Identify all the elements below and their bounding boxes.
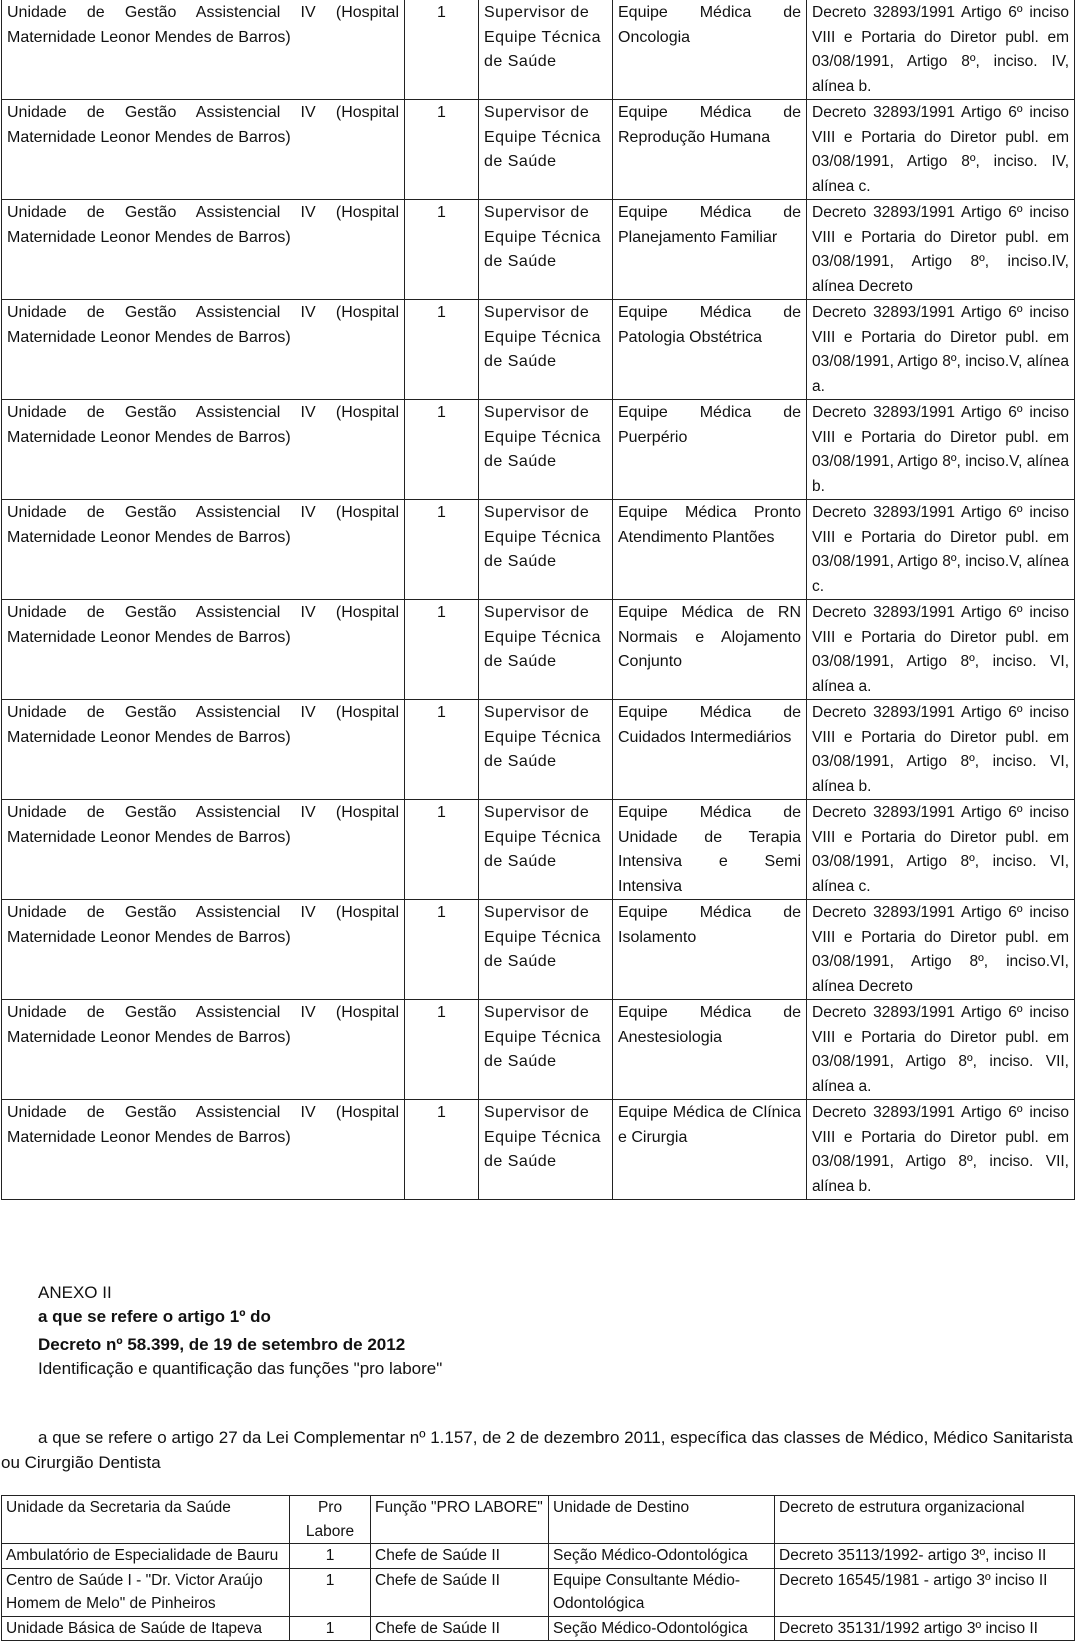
table-row <box>2 400 1075 500</box>
team-cell: Equipe Médica de Isolamento <box>613 900 807 1000</box>
table-cell: Ambulatório de Especialidade de Bauru <box>2 1544 290 1569</box>
team-cell: Equipe Médica de Unidade de Terapia Intensiva e Semi Intensiva <box>613 800 807 900</box>
team-cell: Equipe Médica de Puerpério <box>613 400 807 500</box>
team-cell: Equipe Médica de RN Normais e Alojamento Conjunto <box>613 600 807 700</box>
team-cell: Equipe Médica de Planejamento Familiar <box>613 200 807 300</box>
unit-cell: Unidade de Gestão Assistencial IV (Hospital Maternidade Leonor Mendes de Barros) <box>2 900 405 1000</box>
function-cell: Supervisor de Equipe Técnica de Saúde <box>479 0 613 100</box>
decree-cell: Decreto 32893/1991 Artigo 6º inciso VIII e Portaria do Diretor publ. em 03/08/1991, Artigo 8º, inciso. VII, alínea b. <box>807 1100 1075 1200</box>
annex-reference-line1: a que se refere o artigo 1º do <box>38 1307 271 1326</box>
unit-cell: Unidade de Gestão Assistencial IV (Hospital Maternidade Leonor Mendes de Barros) <box>2 800 405 900</box>
decree-cell: Decreto 32893/1991 Artigo 6º inciso VIII e Portaria do Diretor publ. em 03/08/1991, Artigo 8º, inciso. VI, alínea a. <box>807 600 1075 700</box>
quantity-cell: 1 <box>405 300 479 400</box>
function-cell: Supervisor de Equipe Técnica de Saúde <box>479 700 613 800</box>
decree-cell: Decreto 32893/1991 Artigo 6º inciso VIII e Portaria do Diretor publ. em 03/08/1991, Artigo 8º, inciso.IV, alínea Decreto <box>807 200 1075 300</box>
table-cell: Decreto 16545/1981 - artigo 3º inciso II <box>775 1568 1075 1616</box>
unit-cell: Unidade de Gestão Assistencial IV (Hospital Maternidade Leonor Mendes de Barros) <box>2 200 405 300</box>
decree-cell: Decreto 32893/1991 Artigo 6º inciso VIII e Portaria do Diretor publ. em 03/08/1991, Artigo 8º, inciso. VII, alínea a. <box>807 1000 1075 1100</box>
team-cell: Equipe Médica Pronto Atendimento Plantões <box>613 500 807 600</box>
quantity-cell: 1 <box>405 900 479 1000</box>
table-row <box>2 500 1075 600</box>
table-row <box>2 700 1075 800</box>
function-cell: Supervisor de Equipe Técnica de Saúde <box>479 100 613 200</box>
table-cell: Decreto 35113/1992- artigo 3º, inciso II <box>775 1544 1075 1569</box>
function-cell: Supervisor de Equipe Técnica de Saúde <box>479 300 613 400</box>
table-row <box>2 1616 1075 1641</box>
unit-cell: Unidade de Gestão Assistencial IV (Hospital Maternidade Leonor Mendes de Barros) <box>2 100 405 200</box>
table-cell: Chefe de Saúde II <box>371 1616 549 1641</box>
column-header: Função "PRO LABORE" <box>371 1496 549 1544</box>
function-cell: Supervisor de Equipe Técnica de Saúde <box>479 500 613 600</box>
table-row <box>2 1000 1075 1100</box>
table-cell: Equipe Consultante Médio-Odontológica <box>549 1568 775 1616</box>
team-cell: Equipe Médica de Reprodução Humana <box>613 100 807 200</box>
function-cell: Supervisor de Equipe Técnica de Saúde <box>479 400 613 500</box>
bottom-table-header <box>2 1496 1075 1544</box>
annex-description: a que se refere o artigo 27 da Lei Complementar nº 1.157, de 2 de dezembro 2011, específica das classes de Médico, Médico Sanitarista ou Cirurgião Dentista <box>1 1428 1073 1472</box>
quantity-cell: 1 <box>405 400 479 500</box>
function-cell: Supervisor de Equipe Técnica de Saúde <box>479 800 613 900</box>
function-cell: Supervisor de Equipe Técnica de Saúde <box>479 1000 613 1100</box>
unit-cell: Unidade de Gestão Assistencial IV (Hospital Maternidade Leonor Mendes de Barros) <box>2 1000 405 1100</box>
table-cell: 1 <box>290 1544 371 1569</box>
quantity-cell: 1 <box>405 1000 479 1100</box>
column-header: Unidade da Secretaria da Saúde <box>2 1496 290 1544</box>
unit-cell: Unidade de Gestão Assistencial IV (Hospital Maternidade Leonor Mendes de Barros) <box>2 0 405 100</box>
column-header: Pro Labore <box>290 1496 371 1544</box>
team-cell: Equipe Médica de Oncologia <box>613 0 807 100</box>
column-header: Unidade de Destino <box>549 1496 775 1544</box>
table-row <box>2 300 1075 400</box>
function-cell: Supervisor de Equipe Técnica de Saúde <box>479 600 613 700</box>
quantity-cell: 1 <box>405 200 479 300</box>
team-cell: Equipe Médica de Cuidados Intermediários <box>613 700 807 800</box>
annex-subtitle: Identificação e quantificação das funções "pro labore" <box>38 1359 443 1378</box>
function-cell: Supervisor de Equipe Técnica de Saúde <box>479 200 613 300</box>
decree-cell: Decreto 32893/1991 Artigo 6º inciso VIII e Portaria do Diretor publ. em 03/08/1991, Artigo 8º, inciso. VI, alínea b. <box>807 700 1075 800</box>
table-row <box>2 100 1075 200</box>
quantity-cell: 1 <box>405 800 479 900</box>
table-cell: Unidade Básica de Saúde de Itapeva <box>2 1616 290 1641</box>
table-row <box>2 0 1075 100</box>
unit-cell: Unidade de Gestão Assistencial IV (Hospital Maternidade Leonor Mendes de Barros) <box>2 400 405 500</box>
table-cell: Chefe de Saúde II <box>371 1544 549 1569</box>
team-cell: Equipe Médica de Clínica e Cirurgia <box>613 1100 807 1200</box>
table-row <box>2 600 1075 700</box>
decree-cell: Decreto 32893/1991 Artigo 6º inciso VIII e Portaria do Diretor publ. em 03/08/1991, Artigo 8º, inciso.VI, alínea Decreto <box>807 900 1075 1000</box>
annex-label: ANEXO II <box>38 1283 112 1302</box>
quantity-cell: 1 <box>405 1100 479 1200</box>
unit-cell: Unidade de Gestão Assistencial IV (Hospital Maternidade Leonor Mendes de Barros) <box>2 600 405 700</box>
function-cell: Supervisor de Equipe Técnica de Saúde <box>479 1100 613 1200</box>
team-cell: Equipe Médica de Anestesiologia <box>613 1000 807 1100</box>
table-row <box>2 1100 1075 1200</box>
bottom-table <box>1 1495 1075 1641</box>
table-row <box>2 1568 1075 1616</box>
top-table <box>1 0 1075 1200</box>
table-cell: Chefe de Saúde II <box>371 1568 549 1616</box>
annex-reference-line2: Decreto nº 58.399, de 19 de setembro de 2012 <box>38 1335 406 1354</box>
decree-cell: Decreto 32893/1991 Artigo 6º inciso VIII e Portaria do Diretor publ. em 03/08/1991, Artigo 8º, inciso.V, alínea a. <box>807 300 1075 400</box>
table-cell: 1 <box>290 1568 371 1616</box>
unit-cell: Unidade de Gestão Assistencial IV (Hospital Maternidade Leonor Mendes de Barros) <box>2 1100 405 1200</box>
table-cell: 1 <box>290 1616 371 1641</box>
decree-cell: Decreto 32893/1991 Artigo 6º inciso VIII e Portaria do Diretor publ. em 03/08/1991, Artigo 8º, inciso. IV, alínea b. <box>807 0 1075 100</box>
table-cell: Centro de Saúde I - "Dr. Victor Araújo Homem de Melo" de Pinheiros <box>2 1568 290 1616</box>
unit-cell: Unidade de Gestão Assistencial IV (Hospital Maternidade Leonor Mendes de Barros) <box>2 500 405 600</box>
table-row <box>2 900 1075 1000</box>
decree-cell: Decreto 32893/1991 Artigo 6º inciso VIII e Portaria do Diretor publ. em 03/08/1991, Artigo 8º, inciso. IV, alínea c. <box>807 100 1075 200</box>
decree-cell: Decreto 32893/1991 Artigo 6º inciso VIII e Portaria do Diretor publ. em 03/08/1991, Artigo 8º, inciso.V, alínea c. <box>807 500 1075 600</box>
unit-cell: Unidade de Gestão Assistencial IV (Hospital Maternidade Leonor Mendes de Barros) <box>2 700 405 800</box>
table-row <box>2 1544 1075 1569</box>
function-cell: Supervisor de Equipe Técnica de Saúde <box>479 900 613 1000</box>
quantity-cell: 1 <box>405 0 479 100</box>
table-cell: Seção Médico-Odontológica <box>549 1544 775 1569</box>
table-cell: Decreto 35131/1992 artigo 3º inciso II <box>775 1616 1075 1641</box>
table-row <box>2 800 1075 900</box>
decree-cell: Decreto 32893/1991 Artigo 6º inciso VIII e Portaria do Diretor publ. em 03/08/1991, Artigo 8º, inciso.V, alínea b. <box>807 400 1075 500</box>
column-header: Decreto de estrutura organizacional <box>775 1496 1075 1544</box>
unit-cell: Unidade de Gestão Assistencial IV (Hospital Maternidade Leonor Mendes de Barros) <box>2 300 405 400</box>
team-cell: Equipe Médica de Patologia Obstétrica <box>613 300 807 400</box>
decree-cell: Decreto 32893/1991 Artigo 6º inciso VIII e Portaria do Diretor publ. em 03/08/1991, Artigo 8º, inciso. VI, alínea c. <box>807 800 1075 900</box>
table-cell: Seção Médico-Odontológica <box>549 1616 775 1641</box>
quantity-cell: 1 <box>405 700 479 800</box>
quantity-cell: 1 <box>405 500 479 600</box>
quantity-cell: 1 <box>405 600 479 700</box>
quantity-cell: 1 <box>405 100 479 200</box>
table-row <box>2 200 1075 300</box>
